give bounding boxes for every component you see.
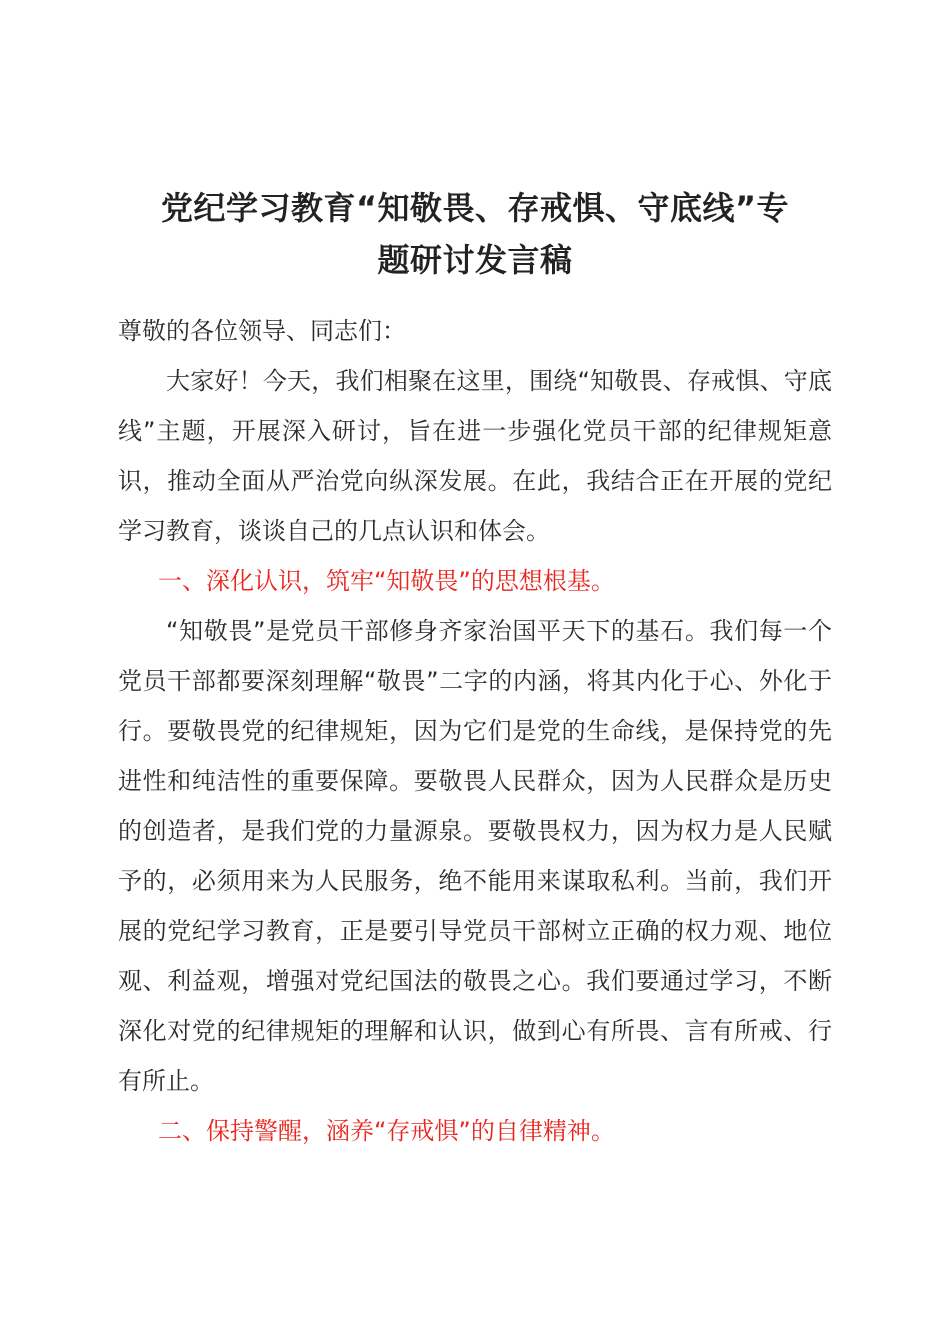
intro-paragraph: 大家好！今天，我们相聚在这里，围绕“知敬畏、存戒惧、守底线”主题，开展深入研讨，旨在进一步强化党员干部的纪律规矩意识，推动全面从严治党向纵深发展。在此，我结合正在开展的党纪学习教育，谈谈自己的几点认识和体会。 [118, 367, 832, 545]
salutation: 尊敬的各位领导、同志们： [118, 317, 406, 345]
section-1-paragraph: “知敬畏”是党员干部修身齐家治国平天下的基石。我们每一个党员干部都要深刻理解“敬畏”二字的内涵，将其内化于心、外化于行。要敬畏党的纪律规矩，因为它们是党的生命线，是保持党的先进性和纯洁性的重要保障。要敬畏人民群众，因为人民群众是历史的创造者，是我们党的力量源泉。要敬畏权力，因为权力是人民赋予的，必须用来为人民服务，绝不能用来谋取私利。当前，我们开展的党纪学习教育，正是要引导党员干部树立正确的权力观、地位观、利益观，增强对党纪国法的敬畏之心。我们要通过学习，不断深化对党的纪律规矩的理解和认识，做到心有所畏、言有所戒、行有所止。 [118, 617, 832, 1095]
title-line-2: 题研讨发言稿 [377, 241, 573, 279]
section-2-heading: 二、保持警醒，涵养“存戒惧”的自律精神。 [158, 1117, 615, 1145]
section-1-heading: 一、深化认识，筑牢“知敬畏”的思想根基。 [158, 567, 615, 595]
title-line-1: 党纪学习教育“知敬畏、存戒惧、守底线”专 [160, 189, 790, 227]
document-page [118, 182, 832, 1156]
document-title [118, 182, 832, 286]
